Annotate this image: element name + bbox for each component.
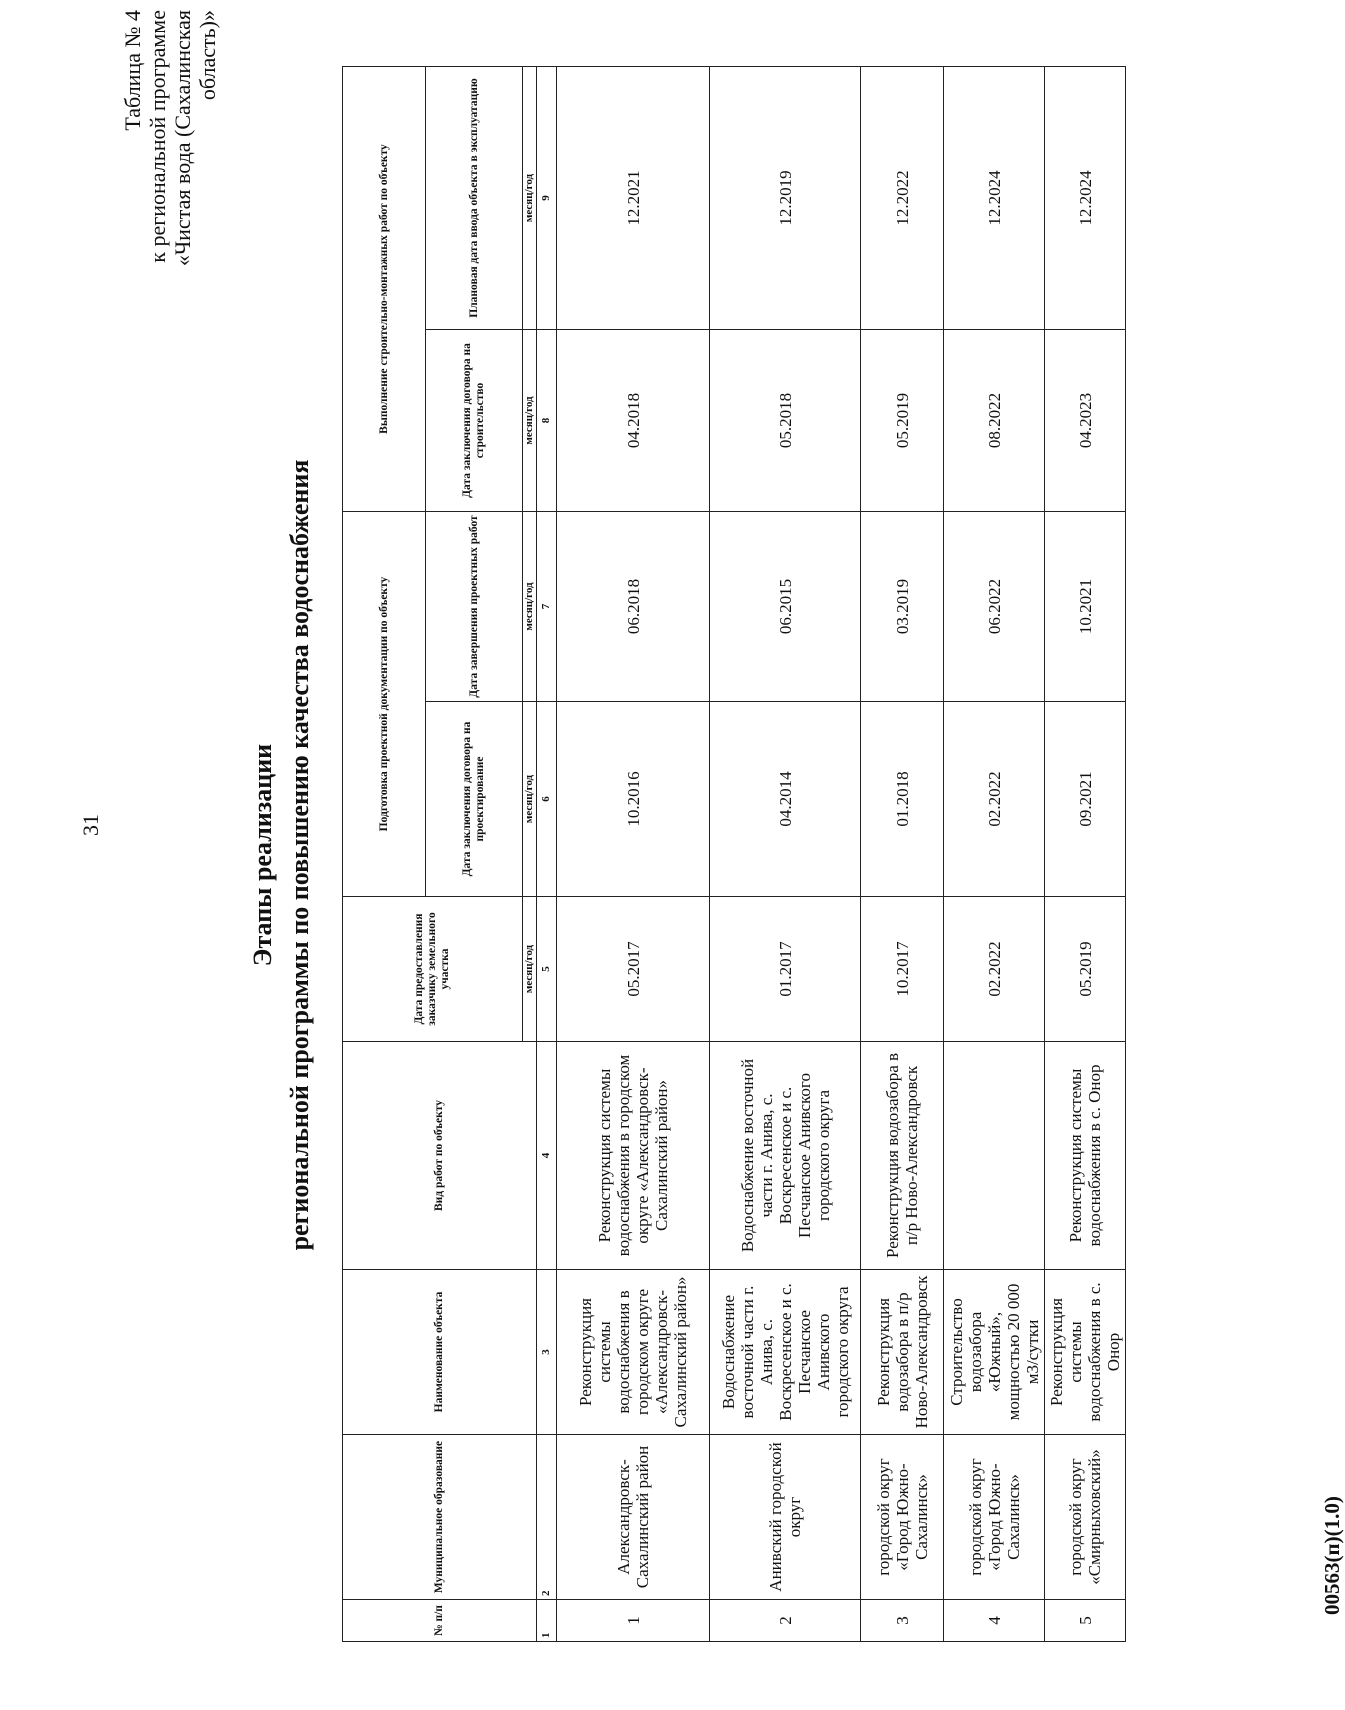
table-row [861, 67, 944, 1642]
row-object-name: Реконструкция системы водоснабжения в городском округе «Александровск-Сахалинский район» [557, 1270, 710, 1435]
row-work-type: Водоснабжение восточной части г. Анива, с. Воскресенское и с. Песчанское Анивского городского округа [710, 1042, 861, 1270]
row-municipality: городской округ «Город Южно-Сахалинск» [944, 1435, 1045, 1600]
column-number: 5 [537, 897, 557, 1042]
header-object-name: Наименование объекта [343, 1270, 537, 1435]
row-num: 5 [1045, 1600, 1126, 1642]
row-design-complete: 03.2019 [861, 512, 944, 702]
header-municipality: Муниципальное образование [343, 1435, 537, 1600]
row-municipality: Александровск-Сахалинский район [557, 1435, 710, 1600]
row-municipality: Анивский городской округ [710, 1435, 861, 1600]
row-work-type: Реконструкция системы водоснабжения в с. Онор [1045, 1042, 1126, 1270]
annex-line-1: Таблица № 4 [120, 10, 145, 131]
header-construction-contract: Дата заключения договора на строительство [426, 330, 523, 512]
header-construction-group: Выполнение строительно-монтажных работ по объекту [343, 67, 426, 512]
annex-line-2: к региональной программе [145, 10, 170, 263]
row-design-contract: 04.2014 [710, 702, 861, 897]
row-municipality: городской округ «Город Южно-Сахалинск» [861, 1435, 944, 1600]
row-design-complete: 06.2022 [944, 512, 1045, 702]
document-title: Этапы реализации [248, 743, 277, 967]
row-construction-contract: 04.2018 [557, 330, 710, 512]
implementation-stages-table [342, 66, 1126, 1642]
column-number: 7 [537, 512, 557, 702]
row-land-date: 05.2017 [557, 897, 710, 1042]
column-number: 6 [537, 702, 557, 897]
column-number: 1 [537, 1600, 557, 1642]
row-construction-contract: 08.2022 [944, 330, 1045, 512]
unit-label: месяц/год [523, 702, 537, 897]
row-work-type: Реконструкция системы водоснабжения в городском округе «Александровск-Сахалинский район» [557, 1042, 710, 1270]
header-design-group: Подготовка проектной документации по объекту [343, 512, 426, 897]
row-construction-contract: 05.2018 [710, 330, 861, 512]
row-design-contract: 10.2016 [557, 702, 710, 897]
header-design-contract: Дата заключения договора на проектирование [426, 702, 523, 897]
header-row-1 [343, 67, 426, 1642]
unit-label: месяц/год [523, 897, 537, 1042]
header-num: № п/п [343, 1600, 537, 1642]
row-commissioning: 12.2024 [944, 67, 1045, 330]
row-work-type [944, 1042, 1045, 1270]
row-commissioning: 12.2019 [710, 67, 861, 330]
column-number: 4 [537, 1042, 557, 1270]
annex-label [120, 10, 220, 310]
column-number: 8 [537, 330, 557, 512]
header-design-complete: Дата завершения проектных работ [426, 512, 523, 702]
header-work-type: Вид работ по объекту [343, 1042, 537, 1270]
row-object-name: Реконструкция системы водоснабжения в с. Онор [1045, 1270, 1126, 1435]
row-commissioning: 12.2022 [861, 67, 944, 330]
document-subtitle: региональной программы по повышению качества водоснабжения [285, 459, 314, 1251]
row-design-complete: 10.2021 [1045, 512, 1126, 702]
row-land-date: 05.2019 [1045, 897, 1126, 1042]
header-land-date: Дата предоставления заказчику земельного участка [343, 897, 523, 1042]
unit-label: месяц/год [523, 330, 537, 512]
row-num: 1 [557, 1600, 710, 1642]
column-number: 3 [537, 1270, 557, 1435]
row-commissioning: 12.2024 [1045, 67, 1126, 330]
row-design-contract: 01.2018 [861, 702, 944, 897]
table-row [557, 67, 710, 1642]
page-number: 31 [78, 814, 103, 836]
row-design-contract: 02.2022 [944, 702, 1045, 897]
document-code: 00563(п)(1.0) [1320, 1496, 1344, 1615]
table-row [1045, 67, 1126, 1642]
row-object-name: Строительство водозабора «Южный», мощностью 20 000 м3/сутки [944, 1270, 1045, 1435]
row-design-complete: 06.2018 [557, 512, 710, 702]
row-object-name: Реконструкция водозабора в п/р Ново-Александровск [861, 1270, 944, 1435]
column-number: 9 [537, 67, 557, 330]
column-number: 2 [537, 1435, 557, 1600]
table-row [710, 67, 861, 1642]
row-commissioning: 12.2021 [557, 67, 710, 330]
row-municipality: городской округ «Смирныховский» [1045, 1435, 1126, 1600]
row-num: 2 [710, 1600, 861, 1642]
row-num: 3 [861, 1600, 944, 1642]
row-construction-contract: 04.2023 [1045, 330, 1126, 512]
row-land-date: 10.2017 [861, 897, 944, 1042]
row-design-contract: 09.2021 [1045, 702, 1126, 897]
row-work-type: Реконструкция водозабора в п/р Ново-Александровск [861, 1042, 944, 1270]
row-land-date: 01.2017 [710, 897, 861, 1042]
unit-label: месяц/год [523, 67, 537, 330]
table-row [944, 67, 1045, 1642]
header-commissioning: Плановая дата ввода объекта в эксплуатацию [426, 67, 523, 330]
column-number-row [537, 67, 557, 1642]
annex-line-3: «Чистая вода (Сахалинская область)» [170, 10, 220, 267]
unit-label: месяц/год [523, 512, 537, 702]
row-num: 4 [944, 1600, 1045, 1642]
row-design-complete: 06.2015 [710, 512, 861, 702]
row-object-name: Водоснабжение восточной части г. Анива, с. Воскресенское и с. Песчанское Анивского городского округа [710, 1270, 861, 1435]
row-construction-contract: 05.2019 [861, 330, 944, 512]
row-land-date: 02.2022 [944, 897, 1045, 1042]
